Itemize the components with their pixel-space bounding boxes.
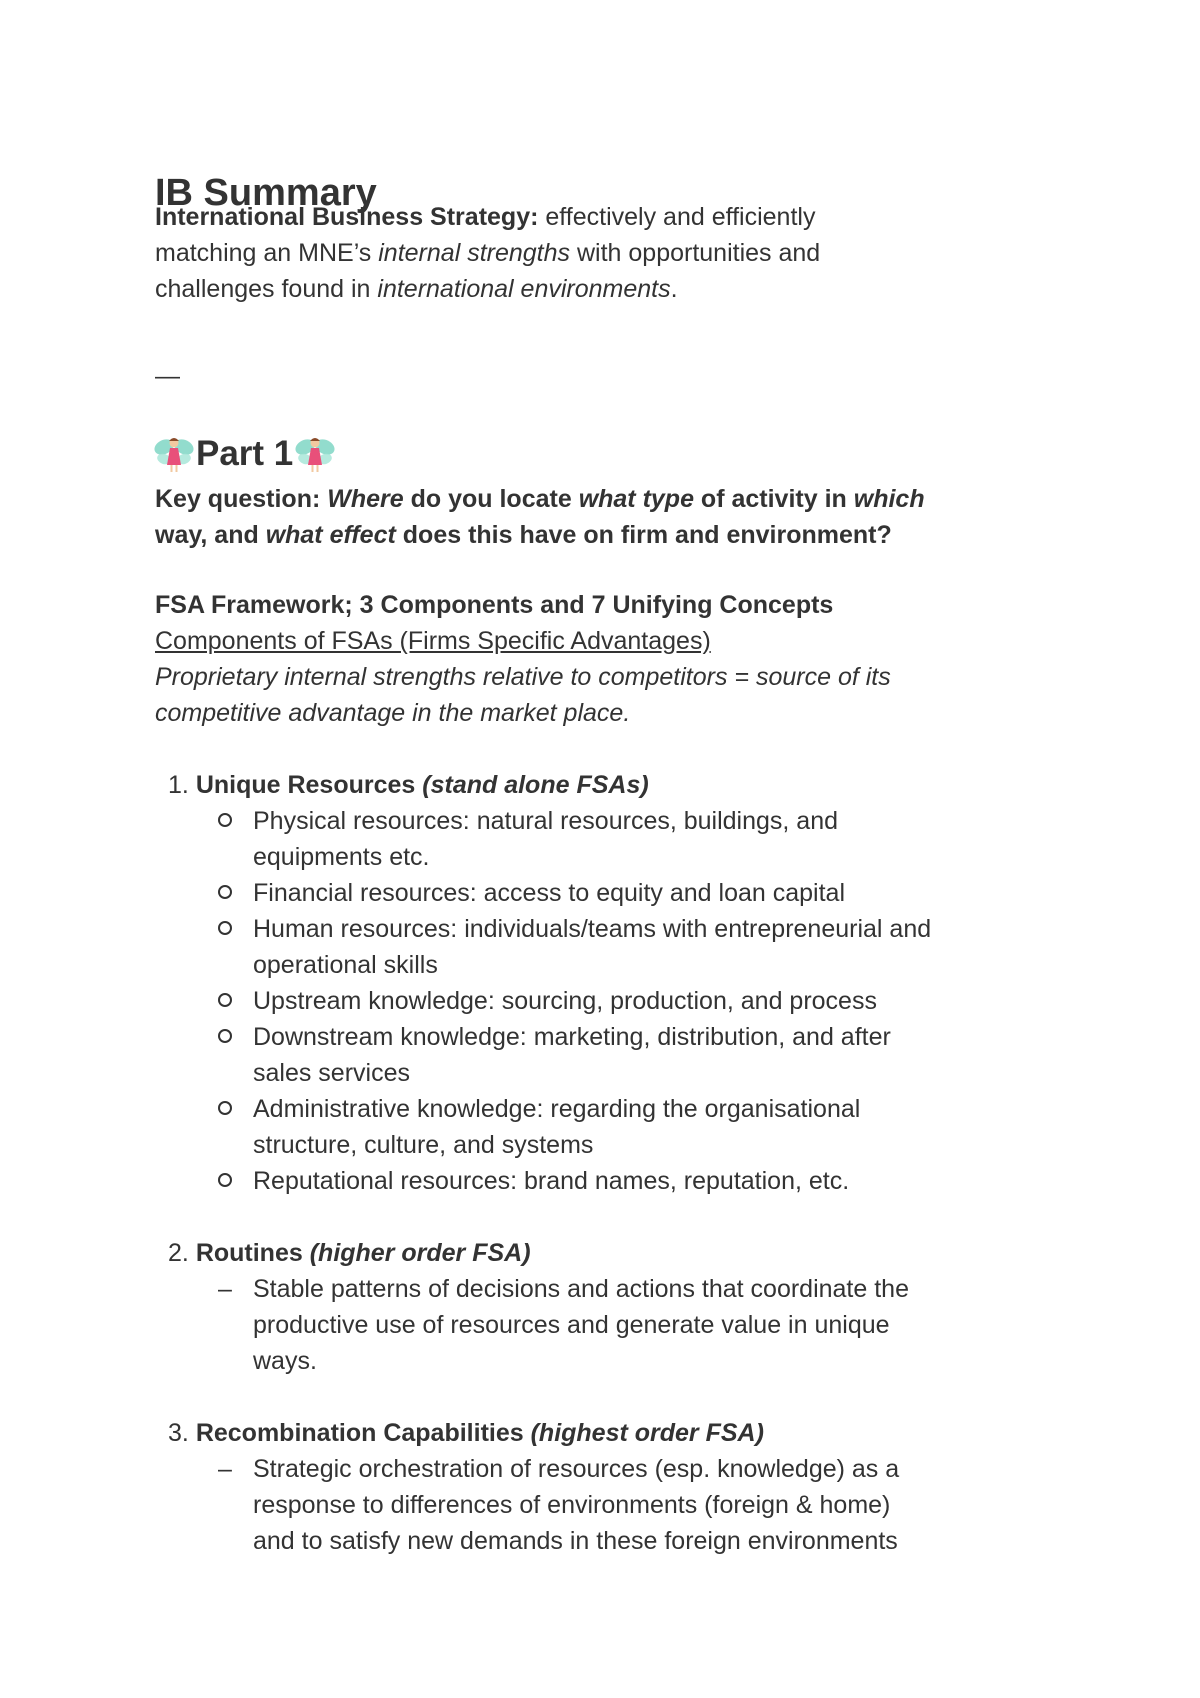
- list-item-cont: response to differences of environments (foreign & home): [253, 1491, 891, 1519]
- bullet-circle: [218, 983, 232, 1019]
- fairy-icon: [152, 432, 196, 476]
- list-item: Downstream knowledge: marketing, distribution, and after: [253, 1023, 891, 1051]
- list-item-1: 1. Unique Resources (stand alone FSAs): [168, 771, 649, 799]
- list-item: Financial resources: access to equity and loan capital: [253, 879, 845, 907]
- fsa-definition-line-2: competitive advantage in the market place.: [155, 699, 631, 727]
- intro-line-1: International Business Strategy: effectively and efficiently: [155, 203, 816, 231]
- list-item-cont: and to satisfy new demands in these foreign environments: [253, 1527, 898, 1555]
- list-item: Reputational resources: brand names, reputation, etc.: [253, 1167, 850, 1195]
- list-item: Administrative knowledge: regarding the organisational: [253, 1095, 861, 1123]
- bullet-circle: [218, 803, 232, 839]
- fairy-icon: [293, 432, 337, 476]
- list-item: Physical resources: natural resources, buildings, and: [253, 807, 839, 835]
- bullet-circle: [218, 875, 232, 911]
- list-item: Upstream knowledge: sourcing, production, and process: [253, 987, 877, 1015]
- list-item-cont: ways.: [253, 1347, 317, 1375]
- bullet-dash: –: [218, 1275, 232, 1303]
- bullet-circle: [218, 1019, 232, 1055]
- list-item-3: 3. Recombination Capabilities (highest order FSA): [168, 1419, 764, 1447]
- fsa-definition-line-1: Proprietary internal strengths relative to competitors = source of its: [155, 663, 891, 691]
- list-item: Stable patterns of decisions and actions that coordinate the: [253, 1275, 909, 1303]
- list-item-cont: structure, culture, and systems: [253, 1131, 594, 1159]
- key-question-line-2: way, and what effect does this have on firm and environment?: [155, 521, 892, 549]
- intro-line-2: matching an MNE’s internal strengths with opportunities and: [155, 239, 821, 267]
- key-question-line-1: Key question: Where do you locate what type of activity in which: [155, 485, 925, 513]
- divider: —: [155, 362, 180, 390]
- intro-term: International Business Strategy:: [155, 203, 539, 231]
- list-item-2: 2. Routines (higher order FSA): [168, 1239, 531, 1267]
- bullet-dash: –: [218, 1455, 232, 1483]
- list-item-cont: productive use of resources and generate value in unique: [253, 1311, 890, 1339]
- list-item: Human resources: individuals/teams with entrepreneurial and: [253, 915, 932, 943]
- components-heading: Components of FSAs (Firms Specific Advantages): [155, 627, 711, 655]
- list-item-cont: sales services: [253, 1059, 410, 1087]
- page-title: IB Summary: [155, 172, 377, 214]
- list-item-cont: equipments etc.: [253, 843, 430, 871]
- intro-line-3: challenges found in international environments.: [155, 275, 678, 303]
- list-item: Strategic orchestration of resources (esp. knowledge) as a: [253, 1455, 900, 1483]
- part1-heading: Part 1: [152, 432, 337, 476]
- list-item-cont: operational skills: [253, 951, 438, 979]
- fsa-framework-heading: FSA Framework; 3 Components and 7 Unifying Concepts: [155, 591, 834, 619]
- bullet-circle: [218, 1163, 232, 1199]
- bullet-circle: [218, 1091, 232, 1127]
- bullet-circle: [218, 911, 232, 947]
